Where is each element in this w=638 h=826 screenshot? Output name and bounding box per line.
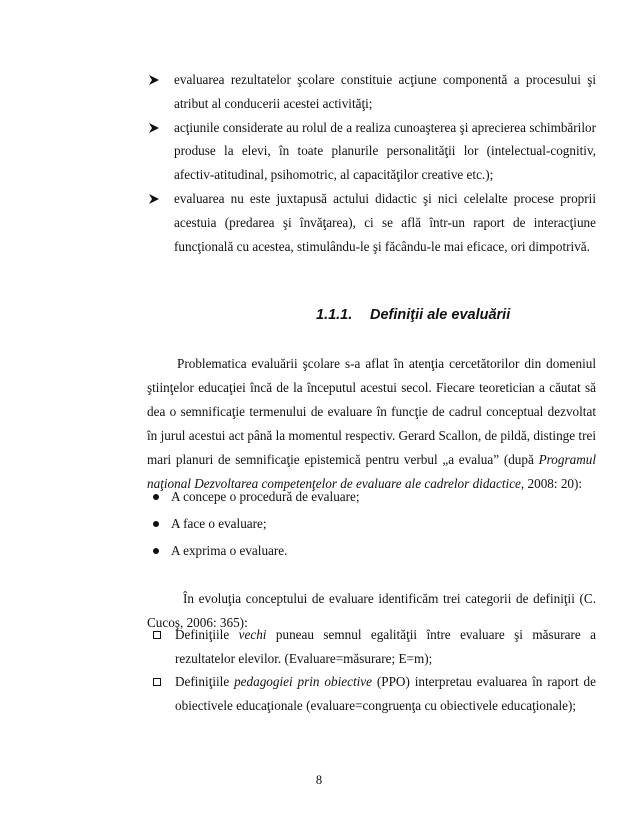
source-citation: , 2008: 20): xyxy=(520,476,583,492)
arrow-bullet-icon xyxy=(148,193,160,205)
section-heading xyxy=(316,307,510,323)
source-title: Programul naţional Dezvoltarea competenţelor de evaluare ale cadrelor didactice xyxy=(147,452,596,492)
list-item-text: acţiunile considerate au rolul de a realiza cunoaşterea şi aprecierea schimbărilor produse la elevi, în toate planurile personalităţii lor (intelectual-cognitiv, afectiv-atitudinal, psihomotric, al capacităţilor creative etc.); xyxy=(174,119,596,183)
dot-bullet-list xyxy=(153,483,360,564)
list-item xyxy=(148,187,596,258)
list-item xyxy=(152,670,596,717)
list-item-text: A exprima o evaluare. xyxy=(171,543,288,558)
list-item-text: evaluarea nu este juxtapusă actului didactic şi nici celelalte procese proprii acestuia (predarea şi învăţarea), ci se află într-un raport de interacţiune funcţională cu acestea, stimulându-le şi făcându-le mai eficace, ori dimpotrivă. xyxy=(174,190,596,254)
list-item xyxy=(148,116,596,187)
list-item-text: A concepe o procedură de evaluare; xyxy=(171,489,360,504)
list-item xyxy=(148,68,596,116)
arrow-bullet-list xyxy=(148,68,596,258)
list-item xyxy=(153,537,360,564)
list-item xyxy=(152,623,596,670)
paragraph-text: Problematica evaluării şcolare s-a aflat în atenţia cercetătorilor din domeniul ştiinţelor educaţiei încă de la începutul acestui secol. Fiecare teoretician a căutat să dea o semnificaţie termenului de evaluare în funcţie de cadrul conceptual dezvoltat în jurul acestui act până la momentul respectiv. Gerard Scallon, de pildă, distinge trei mari planuri de semnificaţie epistemică pentru verbul „a evalua” (după xyxy=(147,356,596,468)
square-bullet-list xyxy=(152,623,596,717)
list-item-text: evaluarea rezultatelor şcolare constituie acţiune componentă a procesului şi atribut al conducerii acestei activităţi; xyxy=(174,72,596,111)
list-item-lead: Definiţiile xyxy=(175,674,235,689)
page-number: 8 xyxy=(315,773,323,787)
list-item-text: (PPO) interpretau evaluarea în raport de obiectivele educaţionale (evaluare=congruenţa cu obiectivele educaţionale); xyxy=(175,674,597,713)
list-item-emphasis: pedagogiei prin obiective xyxy=(234,674,372,689)
arrow-bullet-icon xyxy=(148,122,160,134)
square-bullet-icon xyxy=(153,631,161,639)
arrow-bullet-icon xyxy=(148,74,160,86)
body-paragraph: În evoluţia conceptului de evaluare identificăm trei categorii de definiţii (C. Cucoş, 2006: 365): xyxy=(147,591,596,631)
list-item-text: puneau semnul egalităţii între evaluare şi măsurare a rezultatelor elevilor. (Evaluare=măsurare; E=m); xyxy=(175,627,596,666)
list-item xyxy=(153,483,360,510)
bullet-dot-icon xyxy=(153,521,159,527)
bullet-dot-icon xyxy=(153,494,159,500)
list-item-text: A face o evaluare; xyxy=(171,516,267,531)
list-item xyxy=(153,510,360,537)
section-title: Definiţii ale evaluării xyxy=(370,307,511,323)
list-item-emphasis: vechi xyxy=(238,627,267,642)
body-paragraph xyxy=(147,352,596,496)
list-item-lead: Definiţiile xyxy=(175,627,239,642)
bullet-dot-icon xyxy=(153,548,159,554)
square-bullet-icon xyxy=(153,678,161,686)
section-number: 1.1.1. xyxy=(316,307,353,323)
